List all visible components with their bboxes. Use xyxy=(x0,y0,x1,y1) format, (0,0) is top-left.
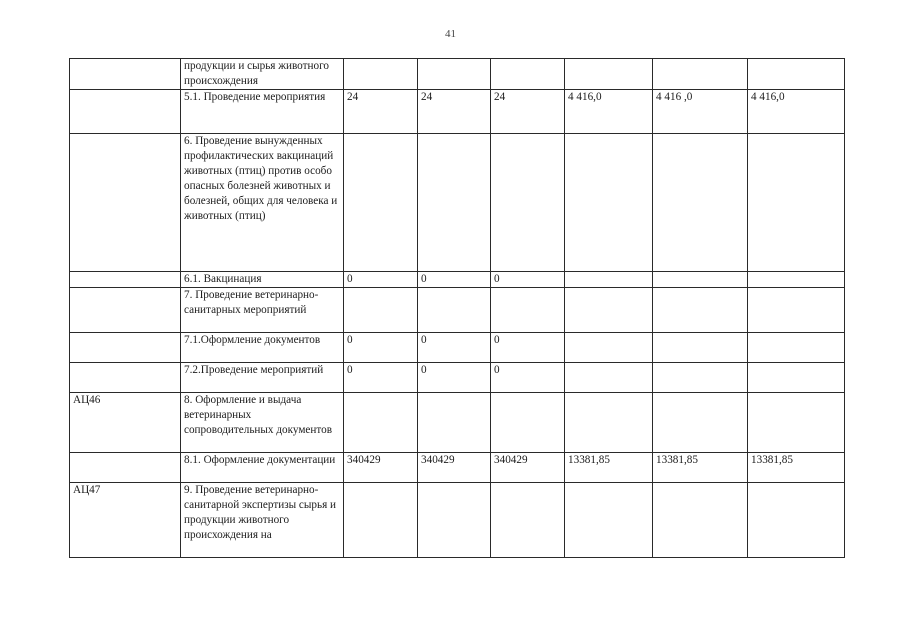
row-code-cell xyxy=(70,288,181,333)
table-row xyxy=(70,90,845,134)
value-cell: 0 xyxy=(418,272,491,288)
row-code-cell xyxy=(70,90,181,134)
value-cell xyxy=(565,59,653,90)
value-cell xyxy=(418,134,491,272)
value-cell: 0 xyxy=(491,272,565,288)
table-row xyxy=(70,483,845,558)
value-cell xyxy=(418,483,491,558)
row-name-cell: 6.1. Вакцинация xyxy=(181,272,344,288)
value-cell xyxy=(565,333,653,363)
value-cell xyxy=(653,59,748,90)
row-name-cell: 6. Проведение вынужденных профилактических вакцинаций животных (птиц) против особо опасных болезней животных и болезней, общих для человека и животных (птиц) xyxy=(181,134,344,272)
value-cell xyxy=(748,134,845,272)
row-name-cell: 7.2.Проведение мероприятий xyxy=(181,363,344,393)
value-cell: 4 416 ,0 xyxy=(653,90,748,134)
table-row xyxy=(70,393,845,453)
value-cell xyxy=(653,134,748,272)
value-cell xyxy=(344,59,418,90)
value-cell xyxy=(748,483,845,558)
value-cell: 0 xyxy=(418,333,491,363)
value-cell xyxy=(565,393,653,453)
value-cell: 340429 xyxy=(418,453,491,483)
row-code-cell: АЦ46 xyxy=(70,393,181,453)
row-code-cell xyxy=(70,272,181,288)
value-cell: 4 416,0 xyxy=(748,90,845,134)
table-row xyxy=(70,272,845,288)
table-row xyxy=(70,59,845,90)
value-cell xyxy=(344,393,418,453)
row-code-cell xyxy=(70,363,181,393)
row-code-cell xyxy=(70,333,181,363)
value-cell: 0 xyxy=(418,363,491,393)
value-cell xyxy=(491,483,565,558)
value-cell xyxy=(653,483,748,558)
value-cell: 24 xyxy=(344,90,418,134)
table-row xyxy=(70,288,845,333)
row-name-cell: 8.1. Оформление документации xyxy=(181,453,344,483)
value-cell xyxy=(748,272,845,288)
value-cell xyxy=(748,393,845,453)
value-cell xyxy=(344,483,418,558)
value-cell: 340429 xyxy=(344,453,418,483)
row-code-cell xyxy=(70,134,181,272)
value-cell: 0 xyxy=(344,272,418,288)
row-name-cell: продукции и сырья животного происхождения xyxy=(181,59,344,90)
value-cell xyxy=(491,288,565,333)
value-cell xyxy=(565,363,653,393)
row-name-cell: 5.1. Проведение мероприятия xyxy=(181,90,344,134)
table-row xyxy=(70,333,845,363)
value-cell xyxy=(748,333,845,363)
value-cell: 24 xyxy=(491,90,565,134)
value-cell xyxy=(748,288,845,333)
value-cell: 0 xyxy=(491,363,565,393)
value-cell xyxy=(491,59,565,90)
table-row xyxy=(70,134,845,272)
value-cell xyxy=(418,393,491,453)
value-cell xyxy=(653,288,748,333)
value-cell: 13381,85 xyxy=(565,453,653,483)
value-cell xyxy=(418,59,491,90)
value-cell: 0 xyxy=(491,333,565,363)
value-cell xyxy=(653,333,748,363)
row-code-cell xyxy=(70,453,181,483)
value-cell: 13381,85 xyxy=(748,453,845,483)
value-cell xyxy=(565,134,653,272)
value-cell xyxy=(418,288,491,333)
value-cell xyxy=(491,393,565,453)
row-code-cell: АЦ47 xyxy=(70,483,181,558)
value-cell: 0 xyxy=(344,363,418,393)
row-name-cell: 9. Проведение ветеринарно-санитарной экспертизы сырья и продукции животного происхождения на xyxy=(181,483,344,558)
value-cell xyxy=(565,272,653,288)
value-cell: 24 xyxy=(418,90,491,134)
table-row xyxy=(70,453,845,483)
value-cell xyxy=(344,288,418,333)
value-cell xyxy=(565,483,653,558)
value-cell: 13381,85 xyxy=(653,453,748,483)
row-name-cell: 7.1.Оформление документов xyxy=(181,333,344,363)
row-code-cell xyxy=(70,59,181,90)
table-row xyxy=(70,363,845,393)
value-cell xyxy=(653,272,748,288)
value-cell xyxy=(653,393,748,453)
value-cell: 4 416,0 xyxy=(565,90,653,134)
value-cell xyxy=(565,288,653,333)
value-cell: 0 xyxy=(344,333,418,363)
value-cell xyxy=(748,59,845,90)
value-cell xyxy=(748,363,845,393)
value-cell xyxy=(653,363,748,393)
services-table xyxy=(69,58,845,558)
value-cell xyxy=(491,134,565,272)
value-cell xyxy=(344,134,418,272)
value-cell: 340429 xyxy=(491,453,565,483)
page-number: 41 xyxy=(445,28,456,40)
row-name-cell: 7. Проведение ветеринарно-санитарных мероприятий xyxy=(181,288,344,333)
row-name-cell: 8. Оформление и выдача ветеринарных сопроводительных документов xyxy=(181,393,344,453)
